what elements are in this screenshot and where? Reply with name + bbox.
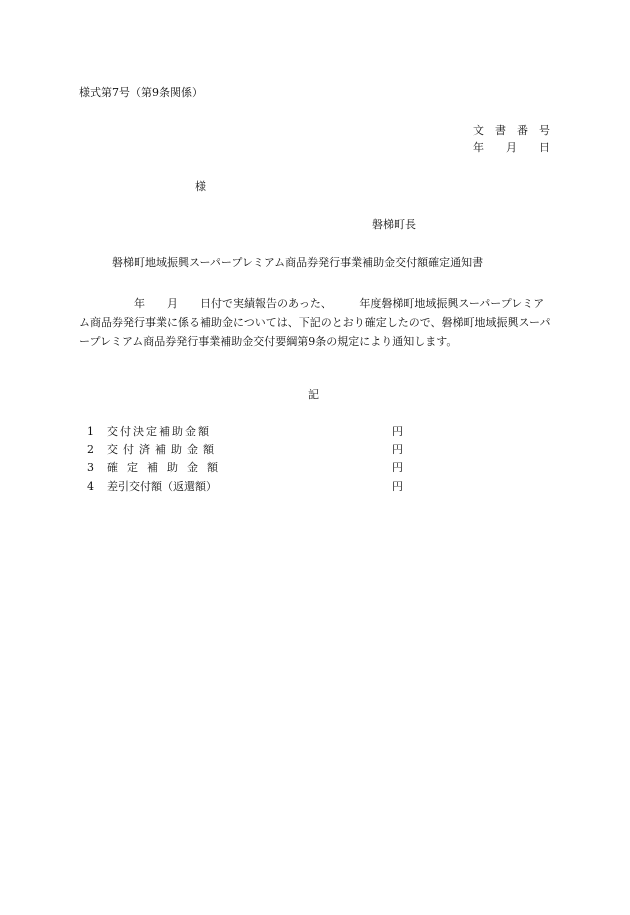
item-label: 差引交付額（返還額） <box>107 480 217 493</box>
form-id: 様式第7号（第9条関係） <box>79 86 203 99</box>
item-label: 交付決定補助金額 <box>107 425 211 438</box>
body-paragraph: 年 月 日付で実績報告のあった、 年度磐梯町地域振興スーパープレミアム商品券発行事業に係る補助金については、下記のとおり確定したので、磐梯町地域振興スーパープレミアム商品券発行事業補助金交付要綱第9条の規定により通知します。 <box>79 297 551 348</box>
item-unit: 円 <box>392 480 403 493</box>
item-unit: 円 <box>392 461 403 474</box>
document-title: 磐梯町地域振興スーパープレミアム商品券発行事業補助金交付額確定通知書 <box>112 256 484 269</box>
item-label: 確定補助金額 <box>107 461 227 474</box>
item-number: 3 <box>87 461 94 474</box>
item-number: 2 <box>87 443 94 456</box>
date-label: 年 月 日 <box>473 141 550 154</box>
item-number: 1 <box>87 425 94 438</box>
item-number: 4 <box>87 480 94 493</box>
document-number-label: 文 書 番 号 <box>473 124 550 137</box>
sender-name: 磐梯町長 <box>372 218 416 231</box>
item-unit: 円 <box>392 425 403 438</box>
item-unit: 円 <box>392 443 403 456</box>
recipient-suffix: 様 <box>195 180 206 193</box>
ki-heading: 記 <box>308 388 319 401</box>
item-label: 交付済補助金額 <box>107 443 219 456</box>
